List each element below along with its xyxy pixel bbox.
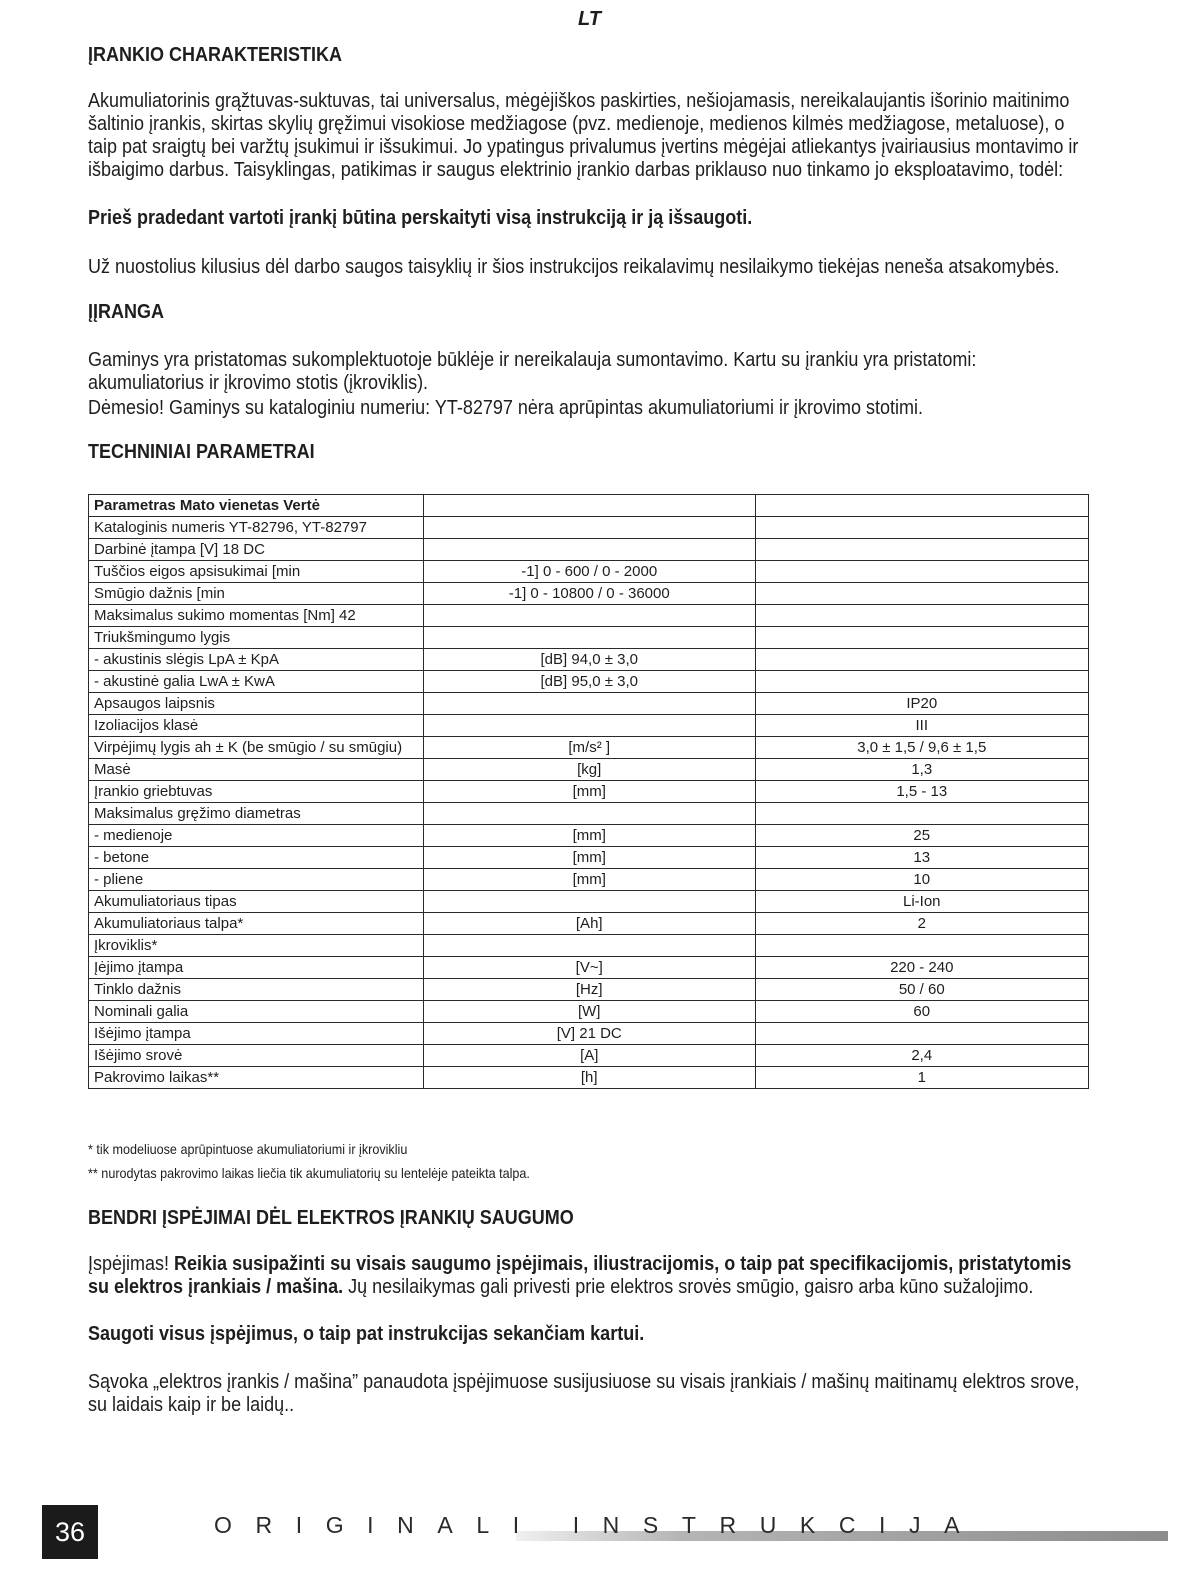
warning-bold-text: Reikia susipažinti su visais saugumo įspėjimais, iliustracijomis, o taip pat specifikacijomis, pristatytomis su elektros įrankiais / mašina.	[88, 1253, 1072, 1298]
section-title-technical: TECHNINIAI PARAMETRAI	[88, 441, 315, 463]
table-row	[89, 583, 1089, 605]
table-cell	[755, 649, 1088, 671]
table-cell: 2,4	[755, 1045, 1088, 1067]
table-cell: [mm]	[423, 781, 755, 803]
table-row	[89, 693, 1089, 715]
table-cell: - akustinis slėgis LpA ± KpA	[89, 649, 424, 671]
table-row	[89, 847, 1089, 869]
table-cell	[755, 539, 1088, 561]
equipment-paragraph: Gaminys yra pristatomas sukomplektuotoje būklėje ir nereikalauja sumontavimo. Kartu su įrankiu yra pristatomi: akumuliatorius ir įkrovimo stotis (įkroviklis).	[88, 349, 977, 394]
table-row	[89, 1045, 1089, 1067]
table-row	[89, 913, 1089, 935]
table-cell	[423, 605, 755, 627]
table-row	[89, 979, 1089, 1001]
table-cell: 60	[755, 1001, 1088, 1023]
table-row	[89, 803, 1089, 825]
table-header-cell: Parametras Mato vienetas Vertė	[89, 495, 424, 517]
table-cell: - pliene	[89, 869, 424, 891]
table-cell	[755, 803, 1088, 825]
table-row	[89, 759, 1089, 781]
table-row	[89, 539, 1089, 561]
table-cell: - betone	[89, 847, 424, 869]
table-cell: [V] 21 DC	[423, 1023, 755, 1045]
section-title-equipment: ĮĮRANGA	[88, 301, 165, 323]
table-cell: 50 / 60	[755, 979, 1088, 1001]
table-cell: [mm]	[423, 825, 755, 847]
table-cell: Kataloginis numeris YT-82796, YT-82797	[89, 517, 424, 539]
table-cell: [A]	[423, 1045, 755, 1067]
table-row	[89, 1067, 1089, 1089]
table-header-cell	[423, 495, 755, 517]
table-cell: Virpėjimų lygis ah ± K (be smūgio / su smūgiu)	[89, 737, 424, 759]
table-row	[89, 561, 1089, 583]
table-cell: Išėjimo įtampa	[89, 1023, 424, 1045]
table-cell: [W]	[423, 1001, 755, 1023]
table-header-cell	[755, 495, 1088, 517]
table-row	[89, 825, 1089, 847]
warning-rest-text: Jų nesilaikymas gali privesti prie elektros srovės smūgio, gaisro arba kūno sužalojimo.	[343, 1276, 1034, 1298]
table-cell: [kg]	[423, 759, 755, 781]
warning-lead: Įspėjimas!	[88, 1253, 175, 1275]
language-code: LT	[578, 8, 601, 30]
table-cell: Įėjimo įtampa	[89, 957, 424, 979]
table-row	[89, 737, 1089, 759]
table-row	[89, 649, 1089, 671]
table-cell	[755, 671, 1088, 693]
table-cell	[423, 891, 755, 913]
table-cell: [dB] 95,0 ± 3,0	[423, 671, 755, 693]
table-cell: 3,0 ± 1,5 / 9,6 ± 1,5	[755, 737, 1088, 759]
table-cell	[755, 935, 1088, 957]
table-cell: 25	[755, 825, 1088, 847]
table-row	[89, 781, 1089, 803]
table-cell: Tuščios eigos apsisukimai [min	[89, 561, 424, 583]
table-cell: 1,5 - 13	[755, 781, 1088, 803]
table-cell	[755, 561, 1088, 583]
table-cell: Tinklo dažnis	[89, 979, 424, 1001]
table-cell: Įrankio griebtuvas	[89, 781, 424, 803]
table-cell	[755, 583, 1088, 605]
table-row	[89, 1023, 1089, 1045]
table-cell: [dB] 94,0 ± 3,0	[423, 649, 755, 671]
table-row	[89, 869, 1089, 891]
table-row	[89, 671, 1089, 693]
table-cell: [Hz]	[423, 979, 755, 1001]
table-row	[89, 605, 1089, 627]
footnote-2: ** nurodytas pakrovimo laikas liečia tik akumuliatorių su lentelėje pateikta talpa.	[88, 1165, 530, 1181]
table-cell	[755, 517, 1088, 539]
table-cell: Li-Ion	[755, 891, 1088, 913]
table-cell: 1	[755, 1067, 1088, 1089]
section-title-safety: BENDRI ĮSPĖJIMAI DĖL ELEKTROS ĮRANKIŲ SAUGUMO	[88, 1207, 574, 1229]
footer-original-instructions: ORIGINALI INSTRUKCIJA	[214, 1512, 984, 1538]
table-cell: Triukšmingumo lygis	[89, 627, 424, 649]
table-cell: Įkroviklis*	[89, 935, 424, 957]
footnote-1: * tik modeliuose aprūpintuose akumuliatoriumi ir įkrovikliu	[88, 1141, 408, 1157]
table-cell: 13	[755, 847, 1088, 869]
table-cell: [mm]	[423, 869, 755, 891]
table-cell: Darbinė įtampa [V] 18 DC	[89, 539, 424, 561]
table-cell: Akumuliatoriaus tipas	[89, 891, 424, 913]
term-definition-paragraph: Sąvoka „elektros įrankis / mašina” panaudota įspėjimuose susijusiuose su visais įrankiais / mašinų maitinamų elektros srove, su laidais kaip ir be laidų..	[88, 1371, 1080, 1416]
page-number: 36	[42, 1505, 98, 1559]
table-cell	[423, 935, 755, 957]
technical-parameters-table	[88, 494, 1089, 1089]
safety-warning-paragraph	[88, 1253, 1089, 1299]
table-cell: Apsaugos laipsnis	[89, 693, 424, 715]
table-cell: IP20	[755, 693, 1088, 715]
table-cell: 220 - 240	[755, 957, 1088, 979]
read-instructions-warning: Prieš pradedant vartoti įrankį būtina perskaityti visą instrukciją ir ją išsaugoti.	[88, 207, 753, 229]
table-cell: Nominali galia	[89, 1001, 424, 1023]
keep-warnings-text: Saugoti visus įspėjimus, o taip pat instrukcijas sekančiam kartui.	[88, 1323, 645, 1345]
equipment-attention: Dėmesio! Gaminys su kataloginiu numeriu: YT-82797 nėra aprūpintas akumuliatoriumi ir įkrovimo stotimi.	[88, 397, 924, 419]
table-cell	[423, 715, 755, 737]
table-cell	[423, 517, 755, 539]
table-cell: - akustinė galia LwA ± KwA	[89, 671, 424, 693]
table-cell: [m/s² ]	[423, 737, 755, 759]
section-title-characteristics: ĮRANKIO CHARAKTERISTIKA	[88, 44, 342, 66]
table-header-row	[89, 495, 1089, 517]
table-cell	[423, 627, 755, 649]
table-row	[89, 517, 1089, 539]
table-cell	[755, 1023, 1088, 1045]
characteristics-paragraph: Akumuliatorinis grąžtuvas-suktuvas, tai universalus, mėgėjiškos paskirties, nešiojamasis, nereikalaujantis išorinio maitinimo šaltinio įrankis, skirtas skylių gręžimui visokiose medžiagose (pvz. medienoje, medienos kilmės medžiagose, metaluose), o taip pat sraigtų bei varžtų įsukimui ir išsukimui. Jo ypatingus privalumus įvertins mėgėjai atliekantys įvairiausius montavimo ir išbaigimo darbus. Taisyklingas, patikimas ir saugus elektrinio įrankio darbas priklauso nuo tinkamo jo eksploatavimo, todėl:	[88, 90, 1079, 181]
table-cell: - medienoje	[89, 825, 424, 847]
table-cell: Smūgio dažnis [min	[89, 583, 424, 605]
table-cell: [h]	[423, 1067, 755, 1089]
table-cell: III	[755, 715, 1088, 737]
table-cell	[423, 803, 755, 825]
table-cell: [V~]	[423, 957, 755, 979]
table-cell: Maksimalus sukimo momentas [Nm] 42	[89, 605, 424, 627]
table-cell: Išėjimo srovė	[89, 1045, 424, 1067]
liability-note: Už nuostolius kilusius dėl darbo saugos taisyklių ir šios instrukcijos reikalavimų nesilaikymo tiekėjas neneša atsakomybės.	[88, 256, 1060, 278]
table-cell: Izoliacijos klasė	[89, 715, 424, 737]
table-cell: [Ah]	[423, 913, 755, 935]
table-cell: 10	[755, 869, 1088, 891]
table-cell	[423, 693, 755, 715]
table-cell	[423, 539, 755, 561]
table-cell: -1] 0 - 600 / 0 - 2000	[423, 561, 755, 583]
table-row	[89, 935, 1089, 957]
table-cell: Maksimalus gręžimo diametras	[89, 803, 424, 825]
table-row	[89, 891, 1089, 913]
table-row	[89, 715, 1089, 737]
table-cell: Akumuliatoriaus talpa*	[89, 913, 424, 935]
table-row	[89, 957, 1089, 979]
table-cell: [mm]	[423, 847, 755, 869]
table-cell: 2	[755, 913, 1088, 935]
table-row	[89, 1001, 1089, 1023]
table-cell	[755, 605, 1088, 627]
table-row	[89, 627, 1089, 649]
table-cell	[755, 627, 1088, 649]
table-cell: Pakrovimo laikas**	[89, 1067, 424, 1089]
table-cell: 1,3	[755, 759, 1088, 781]
table-cell: Masė	[89, 759, 424, 781]
table-cell: -1] 0 - 10800 / 0 - 36000	[423, 583, 755, 605]
